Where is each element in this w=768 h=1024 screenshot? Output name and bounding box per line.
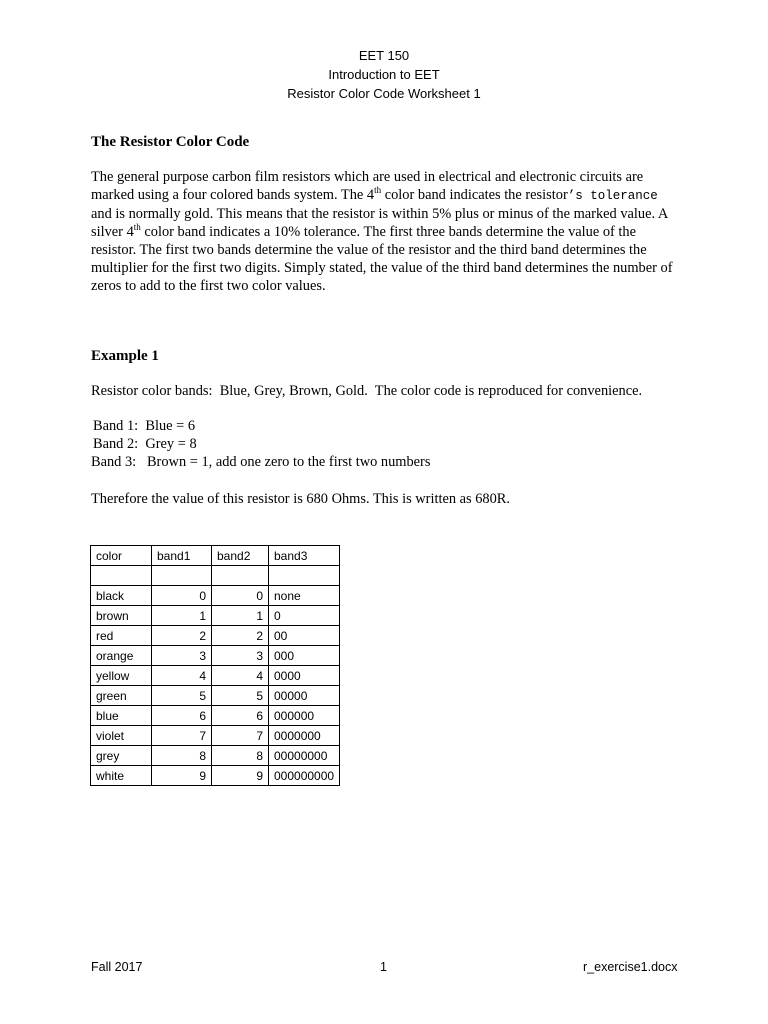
cell-band1: 6 [152, 706, 212, 726]
cell-band2: 2 [212, 626, 269, 646]
cell-band3: 000000 [269, 706, 340, 726]
header-band1: band1 [152, 546, 212, 566]
table-header-row [91, 546, 340, 566]
example-intro: Resistor color bands: Blue, Grey, Brown, Gold. The color code is reproduced for convenience. [91, 383, 643, 399]
band1-line: Band 1: Blue = 6 [93, 418, 196, 434]
table-row [91, 646, 340, 666]
cell-band3: 00000000 [269, 746, 340, 766]
cell-band3: 0 [269, 606, 340, 626]
cell-band1: 2 [152, 626, 212, 646]
document-header [0, 46, 768, 103]
superscript-th-2: th [133, 222, 141, 233]
cell-color: red [91, 626, 152, 646]
cell-color: brown [91, 606, 152, 626]
band3-line: Band 3: Brown = 1, add one zero to the first two numbers [91, 454, 431, 470]
footer-page-number: 1 [380, 960, 387, 974]
cell-band2: 5 [212, 686, 269, 706]
table-row [91, 666, 340, 686]
color-code-table [90, 545, 340, 786]
cell-color: green [91, 686, 152, 706]
cell-band2: 6 [212, 706, 269, 726]
cell-color: grey [91, 746, 152, 766]
cell-band2: 9 [212, 766, 269, 786]
cell-band3: 000 [269, 646, 340, 666]
example-conclusion: Therefore the value of this resistor is 680 Ohms. This is written as 680R. [91, 491, 510, 507]
cell-color: black [91, 586, 152, 606]
cell-band3: 0000 [269, 666, 340, 686]
course-title: Introduction to EET [328, 67, 440, 82]
cell-band1: 7 [152, 726, 212, 746]
cell-band3: 000000000 [269, 766, 340, 786]
band2-line: Band 2: Grey = 8 [93, 436, 197, 452]
cell-band1: 3 [152, 646, 212, 666]
table-row [91, 626, 340, 646]
cell-band3: 0000000 [269, 726, 340, 746]
paragraph-text-mono: ’s tolerance [567, 189, 658, 203]
paragraph-text-3: and is normally gold. This means that the resistor is within 5% plus or minus of the marked value. A silver 4 [91, 206, 668, 240]
cell-band2: 4 [212, 666, 269, 686]
cell-band1: 1 [152, 606, 212, 626]
cell-band3: 00 [269, 626, 340, 646]
cell-band1: 5 [152, 686, 212, 706]
worksheet-title: Resistor Color Code Worksheet 1 [287, 86, 481, 101]
cell-color: yellow [91, 666, 152, 686]
footer-filename: r_exercise1.docx [583, 960, 678, 974]
table-row [91, 726, 340, 746]
cell-band1: 9 [152, 766, 212, 786]
superscript-th-1: th [374, 185, 382, 196]
intro-paragraph [91, 168, 681, 295]
table-row [91, 606, 340, 626]
cell-color: violet [91, 726, 152, 746]
cell-color: orange [91, 646, 152, 666]
table-row [91, 686, 340, 706]
cell-band1: 8 [152, 746, 212, 766]
cell-band3: 00000 [269, 686, 340, 706]
cell-color: blue [91, 706, 152, 726]
table-row [91, 706, 340, 726]
cell-band2: 8 [212, 746, 269, 766]
cell-band1: 4 [152, 666, 212, 686]
paragraph-text-4: color band indicates a 10% tolerance. The first three bands determine the value of the resistor. The first two bands determine the value of the resistor and the third band determines the multiplier for the first two digits. Simply stated, the value of the third band determines the number of zeros to add to the first two color values. [91, 224, 673, 294]
header-band2: band2 [212, 546, 269, 566]
paragraph-text-2: color band indicates the resistor [381, 187, 568, 203]
header-color: color [91, 546, 152, 566]
cell-band2: 0 [212, 586, 269, 606]
table-empty-row [91, 566, 340, 586]
cell-band2: 1 [212, 606, 269, 626]
example-title: Example 1 [91, 348, 159, 364]
table-row [91, 746, 340, 766]
cell-band1: 0 [152, 586, 212, 606]
cell-color: white [91, 766, 152, 786]
header-band3: band3 [269, 546, 340, 566]
footer-term: Fall 2017 [91, 960, 143, 974]
cell-band2: 7 [212, 726, 269, 746]
cell-band3: none [269, 586, 340, 606]
course-code: EET 150 [358, 48, 410, 63]
paragraph-text-1: The general purpose carbon film resistors which are used in electrical and electronic circuits are marked using a four colored bands system. The 4 [91, 169, 644, 203]
table-row [91, 586, 340, 606]
section-title: The Resistor Color Code [91, 134, 250, 150]
table-row [91, 766, 340, 786]
cell-band2: 3 [212, 646, 269, 666]
